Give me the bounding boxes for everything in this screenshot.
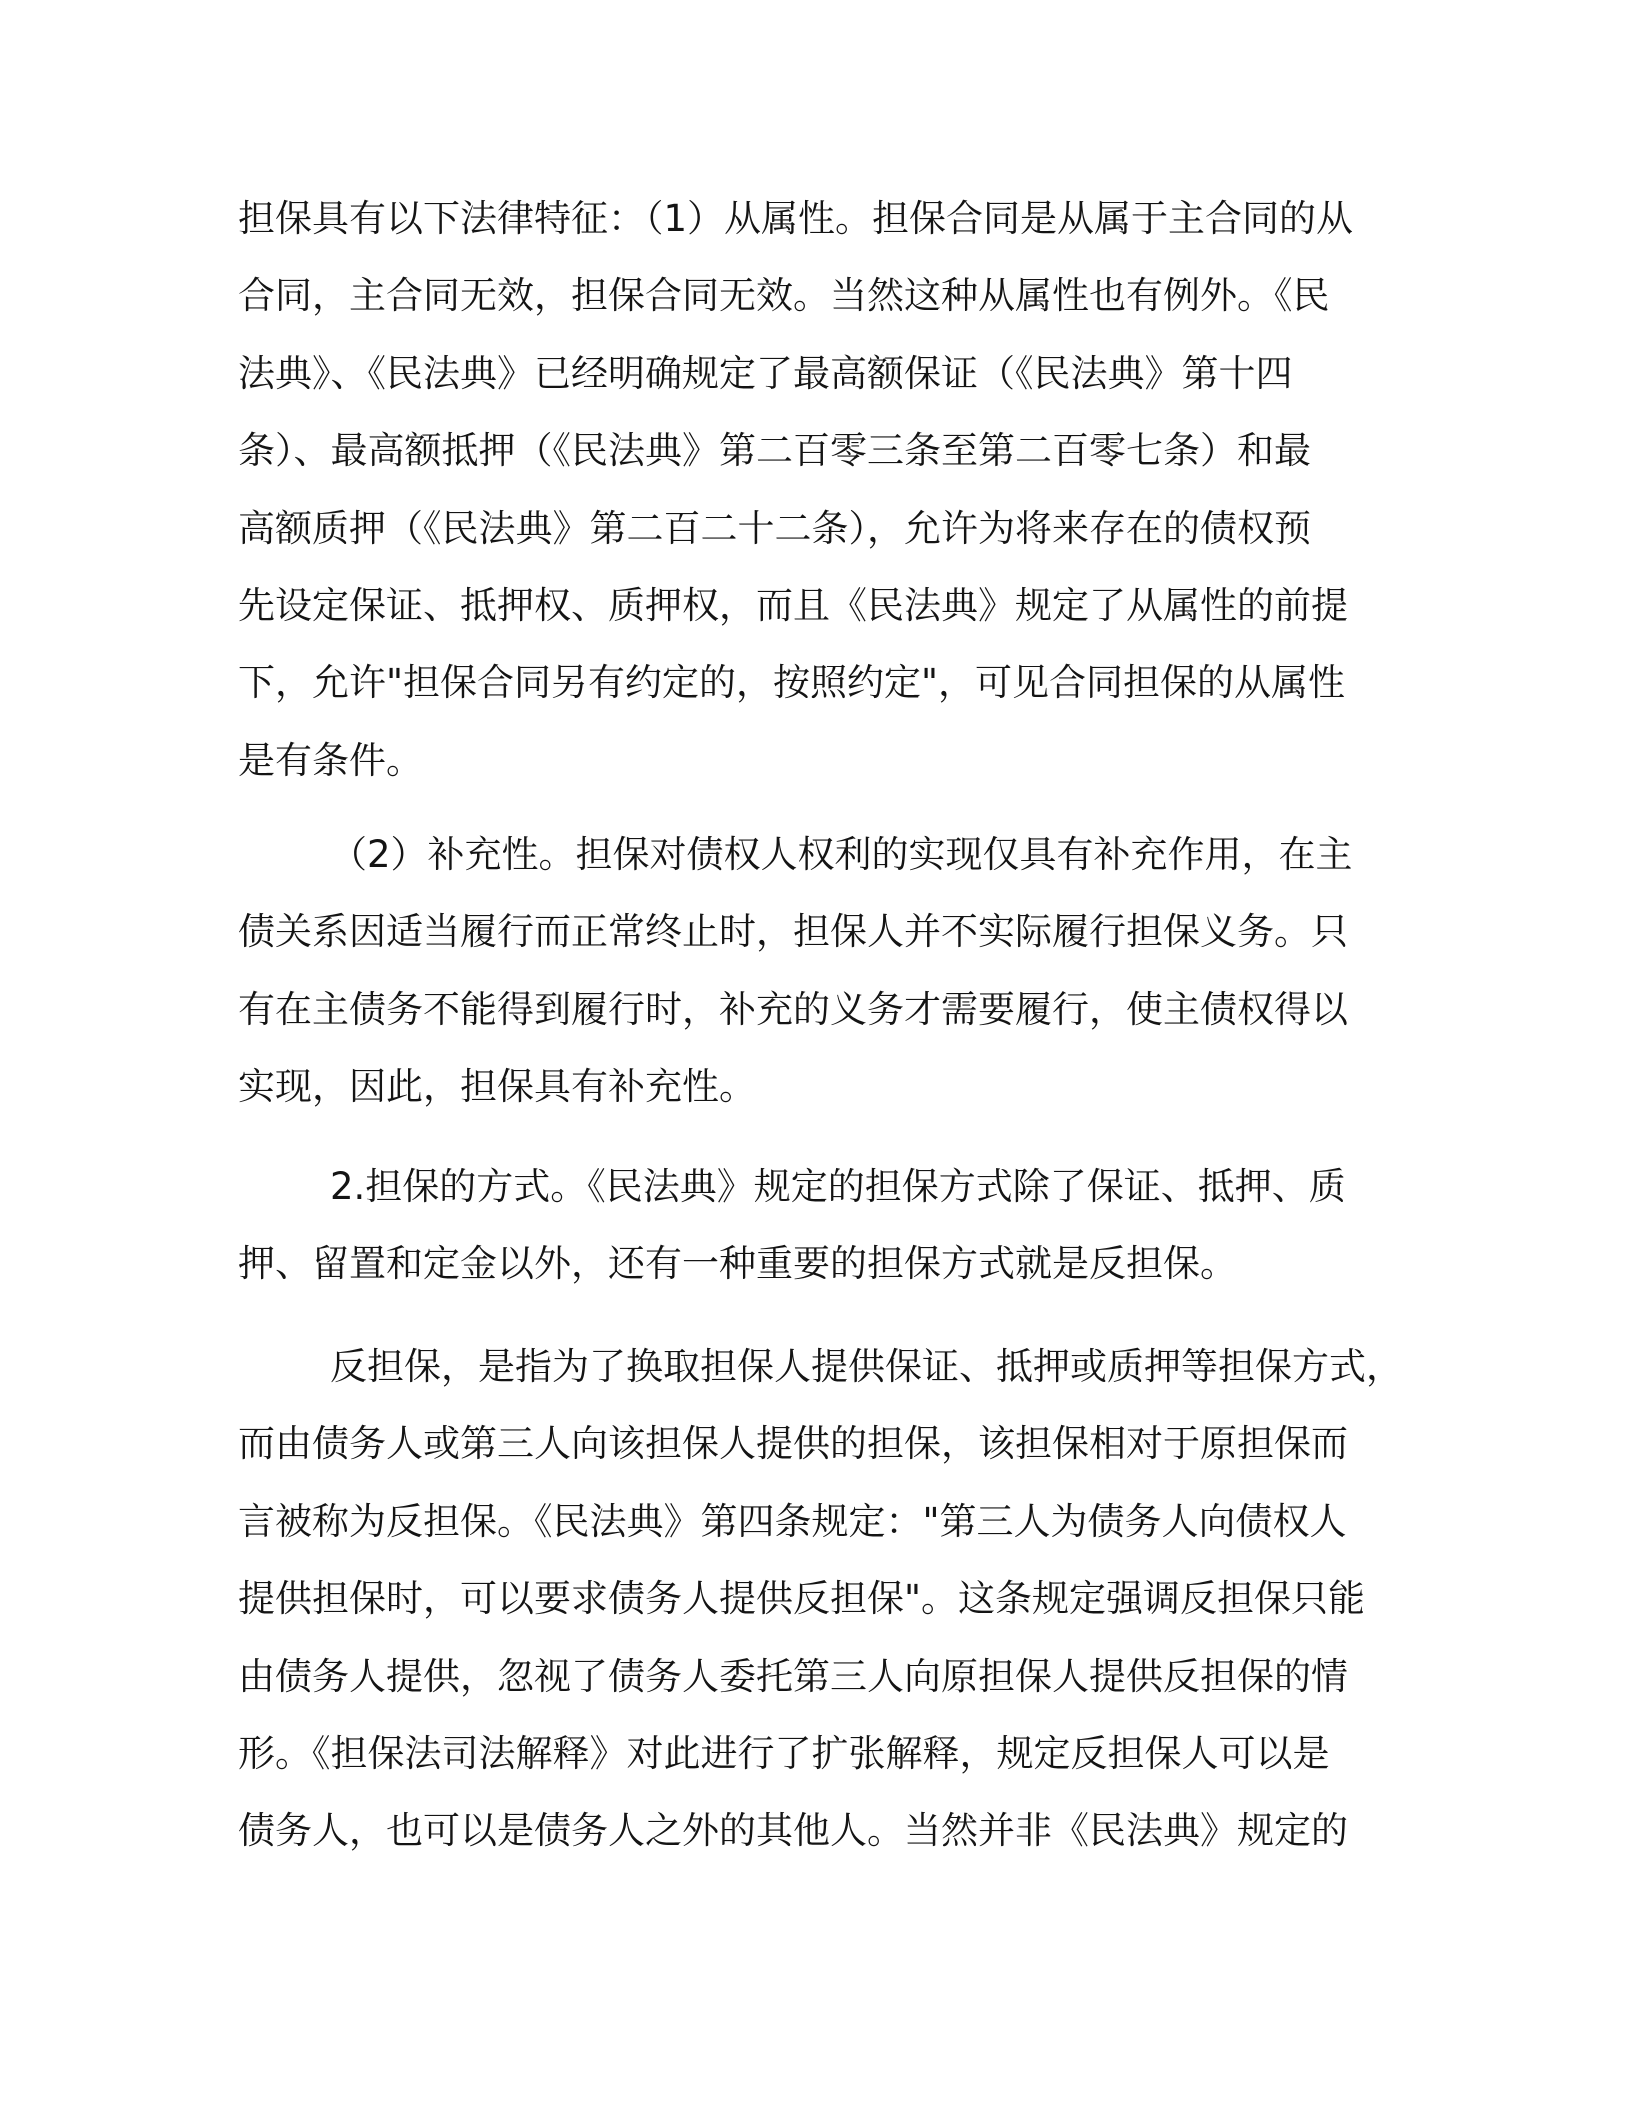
paragraph-guarantee-features [238, 180, 1418, 799]
text-line: 合同，主合同无效，担保合同无效。当然这种从属性也有例外。《民 [238, 274, 1330, 318]
text-line: 法典》、《民法典》已经明确规定了最高额保证（《民法典》第十四 [238, 351, 1293, 395]
text-line: 债关系因适当履行而正常终止时，担保人并不实际履行担保义务。只 [238, 910, 1348, 954]
text-line: 债务人，也可以是债务人之外的其他人。当然并非《民法典》规定的 [238, 1809, 1348, 1853]
paragraph-counter-guarantee [238, 1328, 1418, 1870]
text-line: 担保具有以下法律特征：（1）从属性。担保合同是从属于主合同的从 [238, 197, 1354, 240]
paragraph-supplementary [238, 816, 1418, 1126]
text-line: 提供担保时，可以要求债务人提供反担保"。这条规定强调反担保只能 [238, 1577, 1366, 1621]
text-line: 由债务人提供，忽视了债务人委托第三人向原担保人提供反担保的情 [238, 1654, 1348, 1698]
text-line: 反担保，是指为了换取担保人提供保证、抵押或质押等担保方式， [330, 1345, 1403, 1388]
text-line: 是有条件。 [238, 738, 423, 782]
text-line: 押、留置和定金以外，还有一种重要的担保方式就是反担保。 [238, 1242, 1237, 1286]
text-line: 实现，因此，担保具有补充性。 [238, 1065, 756, 1109]
text-line: 下，允许"担保合同另有约定的，按照约定"，可见合同担保的从属性 [238, 661, 1346, 705]
text-line: 而由债务人或第三人向该担保人提供的担保，该担保相对于原担保而 [238, 1422, 1348, 1466]
text-line: 2.担保的方式。《民法典》规定的担保方式除了保证、抵押、质 [330, 1165, 1346, 1208]
paragraph-guarantee-methods [238, 1148, 1418, 1303]
text-line: 形。《担保法司法解释》对此进行了扩张解释，规定反担保人可以是 [238, 1731, 1330, 1775]
text-line: （2）补充性。担保对债权人权利的实现仅具有补充作用，在主 [330, 833, 1353, 876]
text-line: 先设定保证、抵押权、质押权，而且《民法典》规定了从属性的前提 [238, 583, 1348, 627]
text-line: 有在主债务不能得到履行时，补充的义务才需要履行，使主债权得以 [238, 987, 1348, 1031]
text-line: 条）、最高额抵押（《民法典》第二百零三条至第二百零七条）和最 [238, 429, 1311, 473]
text-line: 言被称为反担保。《民法典》第四条规定："第三人为债务人向债权人 [238, 1499, 1347, 1543]
text-line: 高额质押（《民法典》第二百二十二条），允许为将来存在的债权预 [238, 506, 1311, 550]
